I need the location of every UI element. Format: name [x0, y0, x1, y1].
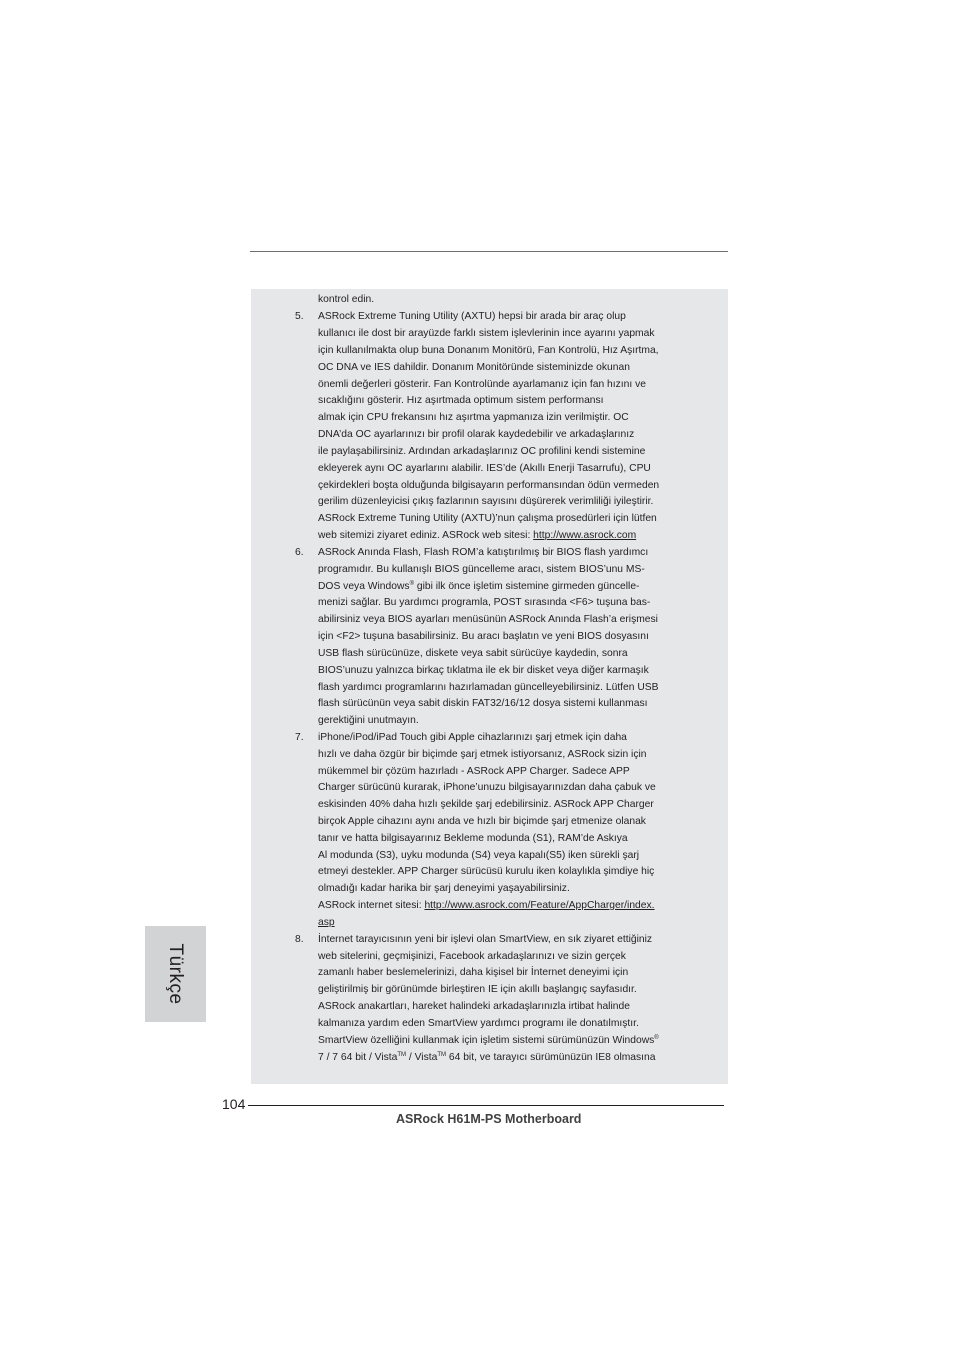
text-line: ile paylaşabilirsiniz. Ardından arkadaşlarınız OC profilini kendi sistemine [318, 446, 646, 457]
text-line: önemli değerleri gösterir. Fan Kontrolünde ayarlamanız için fan hızını ve [318, 379, 646, 390]
text-line: hızlı ve daha özgür bir biçimde şarj etmek istiyorsanız, ASRock sizin için [318, 749, 647, 760]
text-line: BIOS’unuzu yalnızca birkaç tıklatma ile ek bir disket veya diğer karmaşık [318, 665, 649, 676]
text-line: iPhone/iPod/iPad Touch gibi Apple cihazlarınızı şarj etmek için daha [318, 732, 627, 743]
text-line: sıcaklığını gösterir. Hız aşırtmada optimum sistem performansı [318, 395, 604, 406]
text-segment: gibi ilk önce işletim sistemine girmeden güncelle- [413, 581, 640, 592]
registered-mark: ® [409, 581, 414, 587]
list-number-7: 7. [295, 732, 304, 743]
text-line: olmadığı kadar harika bir şarj deneyimi yaşayabilirsiniz. [318, 883, 570, 894]
text-line [318, 530, 636, 542]
text-segment: ASRock internet sitesi: [318, 900, 425, 911]
language-tab [145, 926, 206, 1022]
trademark-mark: TM [397, 1052, 407, 1058]
list-number-5: 5. [295, 311, 304, 322]
text-line: ASRock Extreme Tuning Utility (AXTU)’nun çalışma prosedürleri için lütfen [318, 513, 657, 524]
text-line: USB flash sürücünüze, diskete veya sabit sürücüye kaydedin, sonra [318, 648, 628, 659]
text-line: kullanıcı ile dost bir arayüzde farklı sistem işlevlerinin ince ayarını yapmak [318, 328, 655, 339]
text-line: DNA’da OC ayarlarınızı bir profil olarak kaydedebilir ve arkadaşlarınız [318, 429, 635, 440]
header-rule [250, 251, 728, 252]
text-line: programıdır. Bu kullanışlı BIOS güncelleme aracı, sistem BIOS’unu MS- [318, 564, 645, 575]
text-line: Al modunda (S3), uyku modunda (S4) veya kapalı(S5) iken sürekli şarj [318, 850, 640, 861]
text-segment: / Vista [406, 1052, 438, 1063]
text-line [318, 900, 655, 912]
page-number: 104 [222, 1096, 246, 1112]
text-line [318, 917, 335, 929]
text-line: için kullanılmakta olup buna Donanım Monitörü, Fan Kontrolü, Hız Aşırtma, [318, 345, 659, 356]
text-line: gerektiğini unutmayın. [318, 715, 419, 726]
text-segment: 64 bit, ve tarayıcı sürümünüzün IE8 olmasına [446, 1052, 656, 1063]
text-line: geliştirilmiş bir görünümde birleştiren IE için akıllı başlangıç sayfasıdır. [318, 984, 637, 995]
text-line: Charger sürücünü kurarak, iPhone’unuzu bilgisayarınızdan daha çabuk ve [318, 782, 656, 793]
text-line: kalmanıza yardım eden SmartView yardımcı programı ile donatılmıştır. [318, 1018, 639, 1029]
text-line: OC DNA ve IES dahildir. Donanım Monitöründe sisteminizde okunan [318, 362, 630, 373]
text-line: eskisinden 40% daha hızlı şekilde şarj edebilirsiniz. ASRock APP Charger [318, 799, 654, 810]
text-line: flash sürücünün veya sabit diskin FAT32/16/12 dosya sistemi kullanması [318, 698, 648, 709]
text-line: ekleyerek aynı OC ayarlarını alabilir. IES’de (Akıllı Enerji Tasarrufu), CPU [318, 463, 651, 474]
text-line [318, 1035, 659, 1047]
asrock-website-link[interactable]: http://www.asrock.com [533, 530, 637, 541]
appcharger-link-continued[interactable]: asp [318, 917, 335, 928]
footer-rule [248, 1105, 724, 1106]
text-line: almak için CPU frekansını hız aşırtma yapmanıza izin verilmiştir. OC [318, 412, 629, 423]
text-line: birçok Apple cihazını aynı anda ve hızlı bir biçimde şarj etmenize olanak [318, 816, 646, 827]
text-line: çekirdekleri boşta olduğunda bilgisayarın performansından ödün vermeden [318, 480, 660, 491]
text-line: web sitelerini, geçmişinizi, Facebook arkadaşlarınızı ve sizin gerçek [318, 951, 626, 962]
text-segment: web sitemizi ziyaret ediniz. ASRock web sitesi: [318, 530, 534, 541]
text-line: mükemmel bir çözüm hazırladı - ASRock APP Charger. Sadece APP [318, 766, 630, 777]
text-line: İnternet tarayıcısının yeni bir işlevi olan SmartView, en sık ziyaret ettiğiniz [318, 934, 653, 945]
text-line: için <F2> tuşuna basabilirsiniz. Bu aracı başlatın ve yeni BIOS dosyasını [318, 631, 649, 642]
text-line [318, 581, 639, 593]
text-line: abilirsiniz veya BIOS ayarları menüsünün ASRock Anında Flash’a erişmesi [318, 614, 658, 625]
text-segment: DOS veya Windows [318, 581, 410, 592]
text-line: flash yardımcı programlarını hazırlamadan güncelleyebilirsiniz. Lütfen USB [318, 682, 659, 693]
text-line: zamanlı haber beslemelerinizi, daha kişisel bir İnternet deneyimi için [318, 967, 629, 978]
list-number-6: 6. [295, 547, 304, 558]
text-line: kontrol edin. [318, 294, 375, 305]
registered-mark: ® [654, 1035, 659, 1041]
appcharger-link[interactable]: http://www.asrock.com/Feature/AppCharger/index. [424, 900, 655, 911]
text-line: menizi sağlar. Bu yardımcı programla, POST sırasında <F6> tuşuna bas- [318, 597, 651, 608]
text-line: gerilim düzenleyicisi çıkış fazlarının sayısını düşürerek verimliliği iyileştirir. [318, 496, 654, 507]
footer-product-name: ASRock H61M-PS Motherboard [396, 1112, 582, 1126]
text-line: etmeyi destekler. APP Charger sürücüsü kurulu iken kolaylıkla şimdiye hiç [318, 866, 655, 877]
text-segment: 7 / 7 64 bit / Vista [318, 1052, 398, 1063]
list-number-8: 8. [295, 934, 304, 945]
trademark-mark: TM [437, 1052, 447, 1058]
language-label: Türkçe [165, 943, 186, 1005]
text-segment: SmartView özelliğini kullanmak için işletim sistemi sürümünüzün Windows [318, 1035, 655, 1046]
text-line: ASRock Anında Flash, Flash ROM’a katıştırılmış bir BIOS flash yardımcı [318, 547, 649, 558]
text-line: ASRock Extreme Tuning Utility (AXTU) hepsi bir arada bir araç olup [318, 311, 626, 322]
text-line: tanır ve hatta bilgisayarınız Bekleme modunda (S1), RAM’de Askıya [318, 833, 628, 844]
text-line [318, 1052, 656, 1064]
text-line: ASRock anakartları, hareket halindeki arkadaşlarınızla irtibat halinde [318, 1001, 630, 1012]
